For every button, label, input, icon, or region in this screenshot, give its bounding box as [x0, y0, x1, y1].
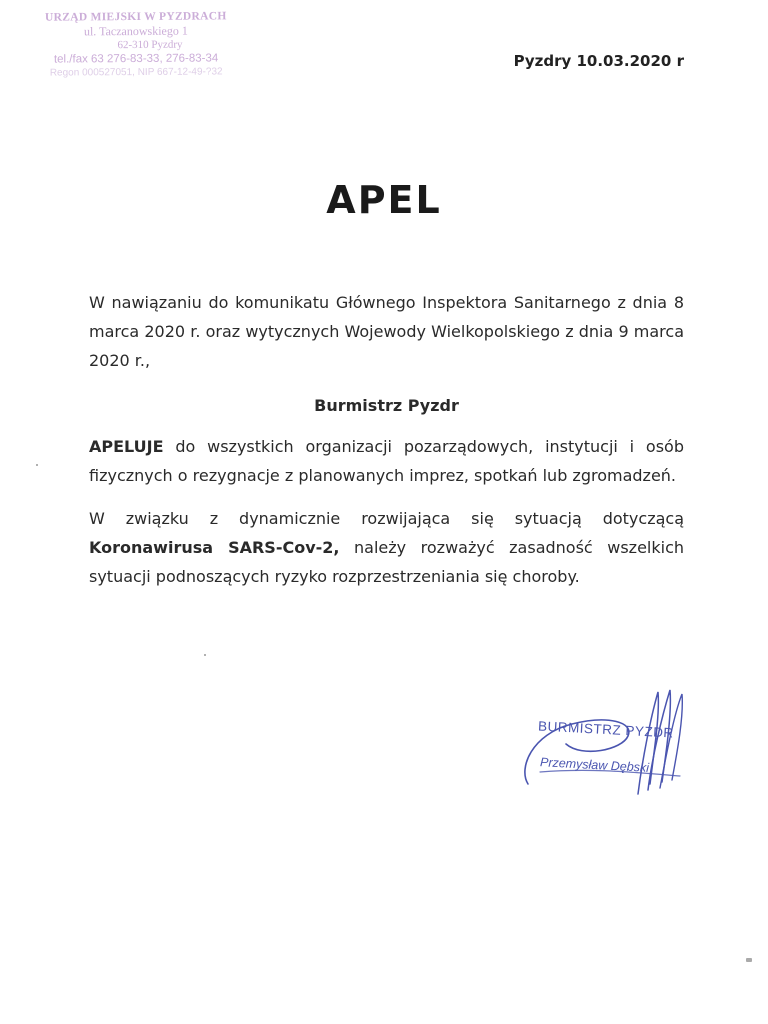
appeal-text: do wszystkich organizacji pozarządowych, instytucji i osób fizycznych o rezygnacje z planowanych imprez, spotkań lub zgromadzeń.	[89, 437, 684, 485]
signature-stamp	[510, 672, 710, 802]
virus-name: Koronawirusa SARS-Cov-2,	[89, 538, 340, 557]
appeal-keyword: APELUJE	[89, 437, 164, 456]
signature-name: Przemysław Dębski	[539, 755, 650, 775]
document-date: Pyzdry 10.03.2020 r	[513, 52, 684, 70]
stamp-street: ul. Taczanowskiego 1	[83, 23, 188, 39]
signer-heading: Burmistrz Pyzdr	[314, 396, 459, 415]
context-text: należy rozważyć zasadność wszelkich sytuacji podnoszących ryzyko rozprzestrzeniania się choroby.	[89, 538, 685, 586]
document-body	[89, 288, 684, 591]
stamp-postcode: 62-310 Pyzdry	[117, 38, 183, 52]
stamp-phone: tel./fax 63 276-83-33, 276-83-34	[53, 52, 219, 66]
scan-speck	[746, 958, 752, 962]
intro-paragraph: W nawiązaniu do komunikatu Głównego Inspektora Sanitarnego z dnia 8 marca 2020 r. oraz wytycznych Wojewody Wielkopolskiego z dnia 9 marca 2020 r.,	[89, 293, 684, 370]
context-intro-text: W związku z dynamicznie rozwijająca się sytuacją dotyczącą	[89, 509, 684, 528]
signature-title: BURMISTRZ PYZDR	[537, 718, 675, 741]
context-paragraph	[89, 504, 684, 591]
appeal-paragraph	[89, 432, 684, 490]
stamp-office-name: URZĄD MIEJSKI W PYZDRACH	[44, 10, 227, 24]
scan-speck	[204, 654, 206, 656]
stamp-regon: Regon 000527051, NIP 667-12-49-?32	[49, 66, 223, 79]
document-title: APEL	[326, 178, 442, 222]
office-header-stamp	[36, 9, 236, 80]
scan-speck	[36, 464, 38, 466]
